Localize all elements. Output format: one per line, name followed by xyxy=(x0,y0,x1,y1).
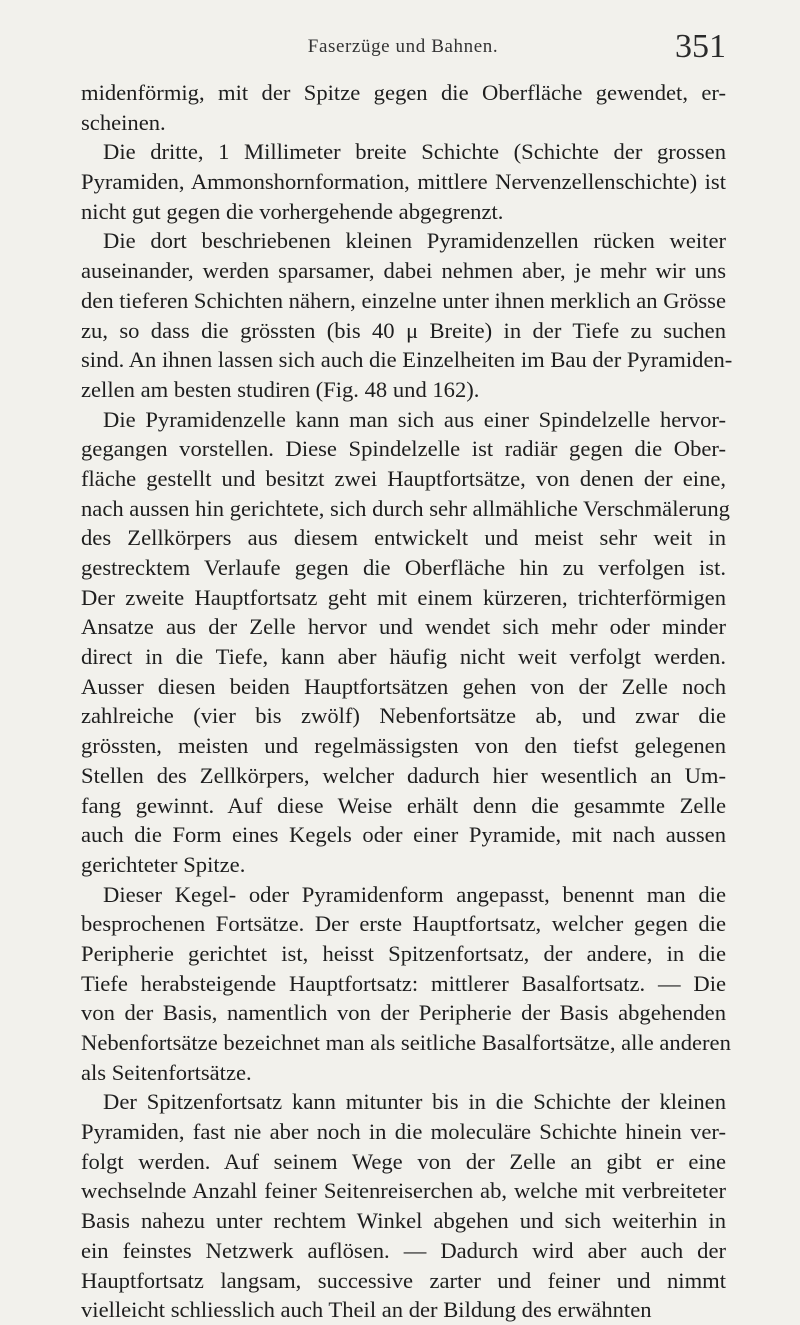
text-line: nicht gut gegen die vorhergehende abgegrenzt. xyxy=(81,198,504,224)
text-line: gestrecktem Verlaufe gegen die Oberfläche hin zu verfolgen ist. xyxy=(81,555,726,580)
text-line: Der Spitzenfortsatz kann mitunter bis in die Schichte der kleinen xyxy=(103,1089,726,1115)
text-line: ein feinstes Netzwerk auflösen. — Dadurch wird aber auch der xyxy=(81,1237,726,1263)
text-line: fläche gestellt und besitzt zwei Hauptfortsätze, von denen der eine, xyxy=(81,465,726,491)
text-line: Stellen des Zellkörpers, welcher dadurch hier wesentlich an Um- xyxy=(81,762,726,788)
text-line: nach aussen hin gerichtete, sich durch sehr allmähliche Verschmälerung xyxy=(81,495,730,521)
text-line: Dieser Kegel- oder Pyramidenform angepasst, benennt man die xyxy=(103,881,726,907)
paragraph xyxy=(81,880,731,1088)
text-line: Die dort beschriebenen kleinen Pyramidenzellen rücken weiter xyxy=(103,228,726,254)
text-line: auseinander, werden sparsamer, dabei nehmen aber, je mehr wir uns xyxy=(81,258,726,284)
text-line: gegangen vorstellen. Diese Spindelzelle ist radiär gegen die Ober- xyxy=(81,436,726,462)
text-line: Die Pyramidenzelle kann man sich aus einer Spindelzelle hervor- xyxy=(103,406,726,432)
text-line: auch die Form eines Kegels oder einer Pyramide, mit nach aussen xyxy=(81,822,726,848)
paragraph xyxy=(81,405,730,880)
text-line: von der Basis, namentlich von der Peripherie der Basis abgehenden xyxy=(81,1000,726,1026)
text-line: zu, so dass die grössten (bis 40 μ Breite) in der Tiefe zu suchen xyxy=(81,317,726,343)
text-line: Basis nahezu unter rechtem Winkel abgehen und sich weiterhin in xyxy=(81,1208,726,1234)
text-line: gerichteter Spitze. xyxy=(81,851,246,877)
text-line: midenförmig, mit der Spitze gegen die Oberfläche gewendet, er- xyxy=(81,80,726,105)
body-text xyxy=(81,78,733,1325)
paragraph xyxy=(81,137,726,226)
text-line: Der zweite Hauptfortsatz geht mit einem kürzeren, trichterförmigen xyxy=(81,584,726,610)
text-line: den tieferen Schichten nähern, einzelne unter ihnen merklich an Grösse xyxy=(81,287,726,313)
text-line: als Seitenfortsätze. xyxy=(81,1059,252,1085)
text-line: Peripherie gerichtet ist, heisst Spitzenfortsatz, der andere, in die xyxy=(81,940,726,966)
text-line: Ausser diesen beiden Hauptfortsätzen gehen von der Zelle noch xyxy=(81,673,726,699)
text-line: zahlreiche (vier bis zwölf) Nebenfortsätze ab, und zwar die xyxy=(81,703,726,729)
text-line: Ansatze aus der Zelle hervor und wendet sich mehr oder minder xyxy=(81,614,726,640)
text-line: direct in die Tiefe, kann aber häufig nicht weit verfolgt werden. xyxy=(81,644,726,670)
text-line: Hauptfortsatz langsam, successive zarter und feiner und nimmt xyxy=(81,1267,726,1293)
paragraph xyxy=(81,78,726,137)
page-number: 351 xyxy=(675,28,726,65)
text-line: sind. An ihnen lassen sich auch die Einzelheiten im Bau der Pyramiden- xyxy=(81,347,733,373)
text-line: des Zellkörpers aus diesem entwickelt und meist sehr weit in xyxy=(81,525,726,551)
text-line: Pyramiden, fast nie aber noch in die moleculäre Schichte hinein ver- xyxy=(81,1119,726,1145)
running-title: Faserzüge und Bahnen. xyxy=(307,36,499,57)
text-line: scheinen. xyxy=(81,109,166,135)
running-head xyxy=(80,28,726,64)
text-line: wechselnde Anzahl feiner Seitenreiserchen ab, welche mit verbreiteter xyxy=(81,1178,726,1204)
text-line: vielleicht schliesslich auch Theil an der Bildung des erwähnten xyxy=(81,1297,652,1323)
text-line: fang gewinnt. Auf diese Weise erhält denn die gesammte Zelle xyxy=(81,792,726,818)
text-line: besprochenen Fortsätze. Der erste Hauptfortsatz, welcher gegen die xyxy=(81,911,726,937)
text-line: grössten, meisten und regelmässigsten von den tiefst gelegenen xyxy=(81,733,726,759)
text-line: Die dritte, 1 Millimeter breite Schichte (Schichte der grossen xyxy=(103,139,726,165)
text-line: folgt werden. Auf seinem Wege von der Zelle an gibt er eine xyxy=(81,1148,726,1174)
text-line: Pyramiden, Ammonshornformation, mittlere Nervenzellenschichte) ist xyxy=(81,169,726,195)
text-line: zellen am besten studiren (Fig. 48 und 162). xyxy=(81,376,480,402)
text-line: Tiefe herabsteigende Hauptfortsatz: mittlerer Basalfortsatz. — Die xyxy=(81,970,726,996)
text-line: Nebenfortsätze bezeichnet man als seitliche Basalfortsätze, alle anderen xyxy=(81,1030,731,1055)
paragraph xyxy=(81,226,733,404)
paragraph xyxy=(81,1087,726,1325)
